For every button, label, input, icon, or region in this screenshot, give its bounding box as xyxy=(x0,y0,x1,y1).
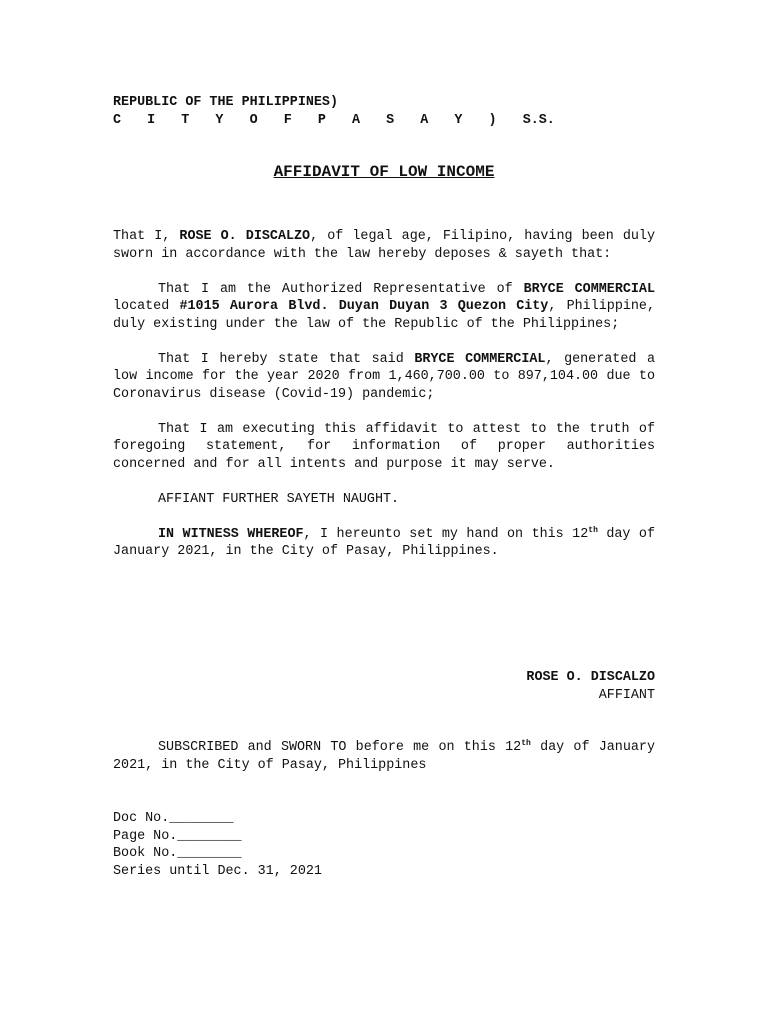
notary-block xyxy=(113,810,322,880)
text: day of January 2021, in the City of Pasay, Philippines xyxy=(113,740,655,773)
text: That I, xyxy=(113,229,180,244)
affidavit-body xyxy=(113,228,655,578)
signature-name: ROSE O. DISCALZO xyxy=(526,670,655,685)
paragraph-purpose: That I am executing this affidavit to attest to the truth of foregoing statement, for information of proper authorities concerned and for all intents and purpose it may serve. xyxy=(113,421,655,472)
venue-city-letter: A xyxy=(420,113,429,128)
venue-city-letter: I xyxy=(147,113,156,128)
text: , generated a low income for the year 2020 from 1,460,700.00 to 897,104.00 due to Coronavirus disease (Covid-19) pandemic; xyxy=(113,351,656,402)
text: day of January 2021, in the City of Pasay, Philippines. xyxy=(113,526,655,559)
doc-no: Doc No.________ xyxy=(113,811,234,826)
venue-city-paren: ) xyxy=(488,113,497,128)
text: SUBSCRIBED and SWORN TO before me on this 12 xyxy=(158,740,522,755)
affiant-name: ROSE O. DISCALZO xyxy=(179,229,311,244)
venue-city-letter: Y xyxy=(215,113,224,128)
witness-lead: IN WITNESS WHEREOF xyxy=(158,526,304,542)
paragraph-intro xyxy=(113,228,655,263)
jurat-text xyxy=(113,739,655,774)
venue-city-letter: S xyxy=(386,113,395,128)
book-no: Book No.________ xyxy=(113,846,242,861)
venue-republic: REPUBLIC OF THE PHILIPPINES) xyxy=(113,95,338,110)
paragraph-representative xyxy=(113,281,655,334)
ordinal-suffix: th xyxy=(521,739,531,748)
venue-ss: S.S. xyxy=(522,113,555,128)
venue-city-letter: F xyxy=(283,113,292,128)
venue-city xyxy=(113,112,555,130)
paragraph-witness xyxy=(113,526,655,561)
document-title: AFFIDAVIT OF LOW INCOME xyxy=(273,163,495,181)
signature-role: AFFIANT xyxy=(598,688,655,703)
text: , of legal age, Filipino, having been duly sworn in accordance with the law hereby deposes & sayeth that: xyxy=(113,229,655,262)
venue-header xyxy=(113,94,555,130)
venue-city-letter: Y xyxy=(454,113,463,128)
venue-city-letter: P xyxy=(317,113,326,128)
venue-city-letter: C xyxy=(113,113,122,128)
page-no: Page No.________ xyxy=(113,828,242,844)
text: , I hereunto set my hand on this 12 xyxy=(303,526,589,542)
venue-city-letter: T xyxy=(181,113,190,128)
text: That I hereby state that said xyxy=(158,351,415,367)
ordinal-suffix: th xyxy=(588,525,598,535)
company-address: #1015 Aurora Blvd. Duyan Duyan 3 Quezon City xyxy=(179,299,549,314)
jurat xyxy=(113,739,655,792)
company-name: BRYCE COMMERCIAL xyxy=(523,281,655,297)
paragraph-naught: AFFIANT FURTHER SAYETH NAUGHT. xyxy=(158,491,400,507)
venue-city-letter: A xyxy=(351,113,361,128)
paragraph-income xyxy=(113,351,655,404)
venue-city-letter: O xyxy=(249,113,258,128)
series: Series until Dec. 31, 2021 xyxy=(113,863,322,879)
text: , Philippine, duly existing under the law of the Republic of the Philippines; xyxy=(113,299,655,332)
text: located xyxy=(113,299,180,314)
signature-block xyxy=(113,669,655,705)
text: That I am the Authorized Representative of xyxy=(158,281,524,297)
company-name: BRYCE COMMERCIAL xyxy=(414,351,546,367)
